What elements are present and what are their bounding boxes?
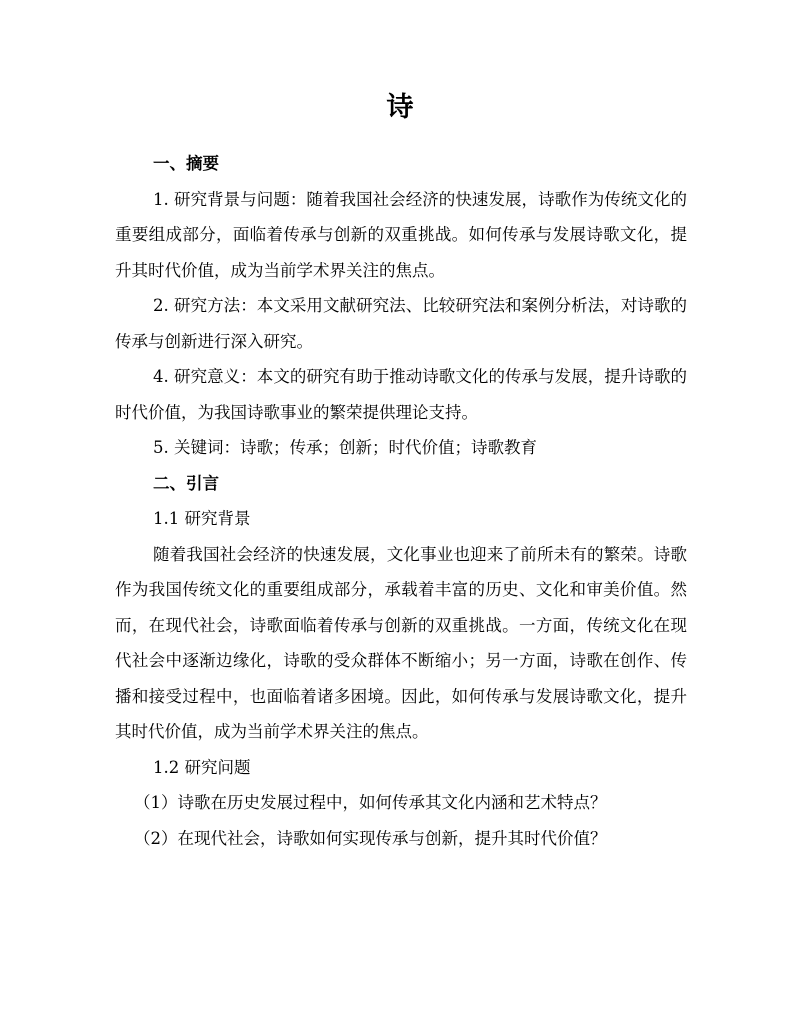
- abstract-item-significance: 4. 研究意义：本文的研究有助于推动诗歌文化的传承与发展，提升诗歌的时代价值，为我国诗歌事业的繁荣提供理论支持。: [115, 367, 687, 422]
- document-title: 诗: [386, 92, 414, 123]
- section-heading-introduction: 二、引言: [153, 473, 219, 493]
- subsection-title-background: 1.1 研究背景: [153, 509, 251, 528]
- research-question-2: （2）在现代社会，诗歌如何实现传承与创新，提升其时代价值？: [134, 828, 607, 848]
- research-question-1: （1）诗歌在历史发展过程中，如何传承其文化内涵和艺术特点？: [134, 793, 607, 812]
- abstract-item-keywords: 5. 关键词：诗歌；传承；创新；时代价值；诗歌教育: [153, 438, 537, 457]
- subsection-title-questions: 1.2 研究问题: [153, 757, 251, 777]
- abstract-item-background: 1. 研究背景与问题：随着我国社会经济的快速发展，诗歌作为传统文化的重要组成部分，面临着传承与创新的双重挑战。如何传承与发展诗歌文化，提升其时代价值，成为当前学术界关注的焦点。: [115, 189, 687, 280]
- document-body: [115, 146, 687, 856]
- section-heading-abstract: 一、摘要: [153, 154, 219, 173]
- abstract-item-method: 2. 研究方法：本文采用文献研究法、比较研究法和案例分析法，对诗歌的传承与创新进行深入研究。: [115, 296, 687, 351]
- background-paragraph: 随着我国社会经济的快速发展，文化事业也迎来了前所未有的繁荣。诗歌作为我国传统文化的重要组成部分，承载着丰富的历史、文化和审美价值。然而，在现代社会，诗歌面临着传承与创新的双重挑战。一方面，传统文化在现代社会中逐渐边缘化，诗歌的受众群体不断缩小；另一方面，诗歌在创作、传播和接受过程中，也面临着诸多困境。因此，如何传承与发展诗歌文化，提升其时代价值，成为当前学术界关注的焦点。: [115, 544, 687, 741]
